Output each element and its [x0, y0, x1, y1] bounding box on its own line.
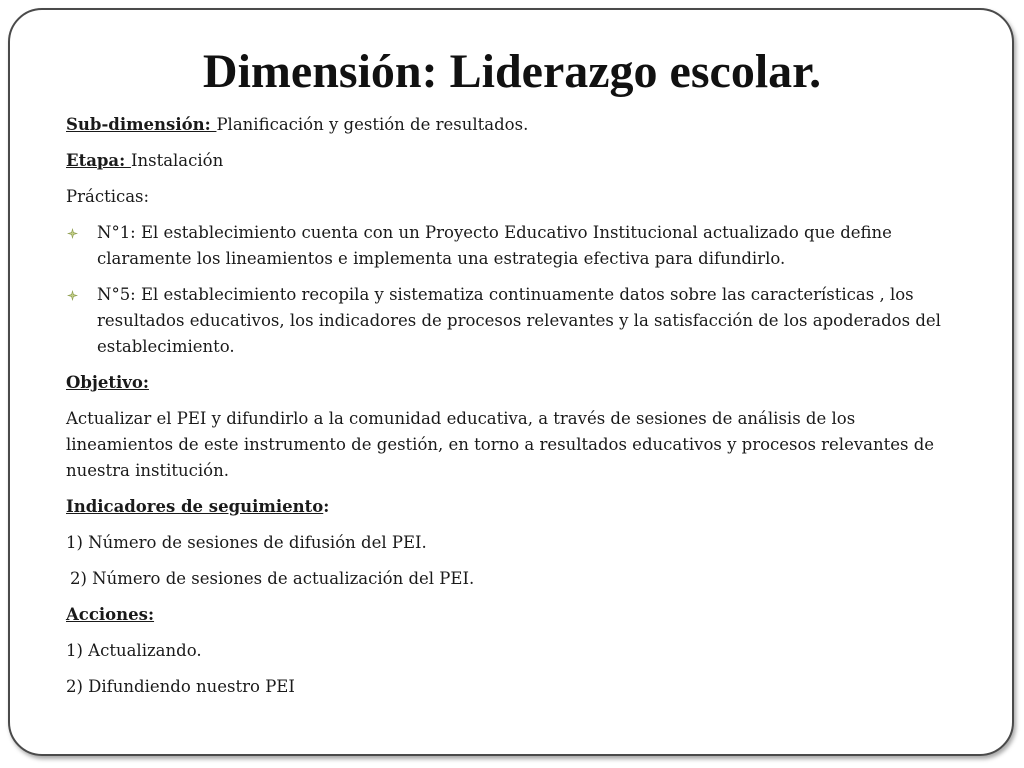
practicas-label: Prácticas: [66, 187, 150, 206]
diamond-bullet-icon [67, 290, 78, 301]
acciones-label-line [66, 602, 966, 628]
indicadores-label-line [66, 494, 966, 520]
indicador-item: 1) Número de sesiones de difusión del PEI. [66, 533, 427, 552]
etapa-label: Etapa: [66, 151, 131, 170]
objetivo-label-line [66, 370, 966, 396]
objetivo-label: Objetivo: [66, 373, 149, 392]
indicadores-label: Indicadores de seguimiento [66, 497, 324, 516]
subdimension-line [66, 112, 966, 138]
slide-title: Dimensión: Liderazgo escolar. [202, 45, 822, 98]
indicadores-colon: : [323, 497, 330, 516]
subdimension-value: Planificación y gestión de resultados. [216, 115, 529, 134]
accion-item: 1) Actualizando. [66, 641, 202, 660]
practica-text: N°5: El establecimiento recopila y sistematiza continuamente datos sobre las características , los resultados educativos, los indicadores de procesos relevantes y la satisfacción de los apoderados del establecimiento. [97, 285, 941, 356]
objetivo-text: Actualizar el PEI y difundirlo a la comunidad educativa, a través de sesiones de análisis de los lineamientos de este instrumento de gestión, en torno a resultados educativos y procesos relevantes de nuestra institución. [66, 409, 935, 480]
etapa-value: Instalación [130, 151, 224, 170]
etapa-line [66, 148, 966, 174]
practica-item [66, 282, 966, 360]
slide-content [66, 112, 966, 710]
subdimension-label: Sub-dimensión: [66, 115, 217, 134]
accion-item: 2) Difundiendo nuestro PEI [66, 677, 295, 696]
practica-text: N°1: El establecimiento cuenta con un Proyecto Educativo Institucional actualizado que define claramente los lineamientos e implementa una estrategia efectiva para difundirlo. [97, 223, 892, 268]
diamond-bullet-icon [67, 228, 78, 239]
acciones-label: Acciones: [66, 605, 155, 624]
practica-item [66, 220, 966, 272]
indicador-item: 2) Número de sesiones de actualización del PEI. [70, 569, 475, 588]
